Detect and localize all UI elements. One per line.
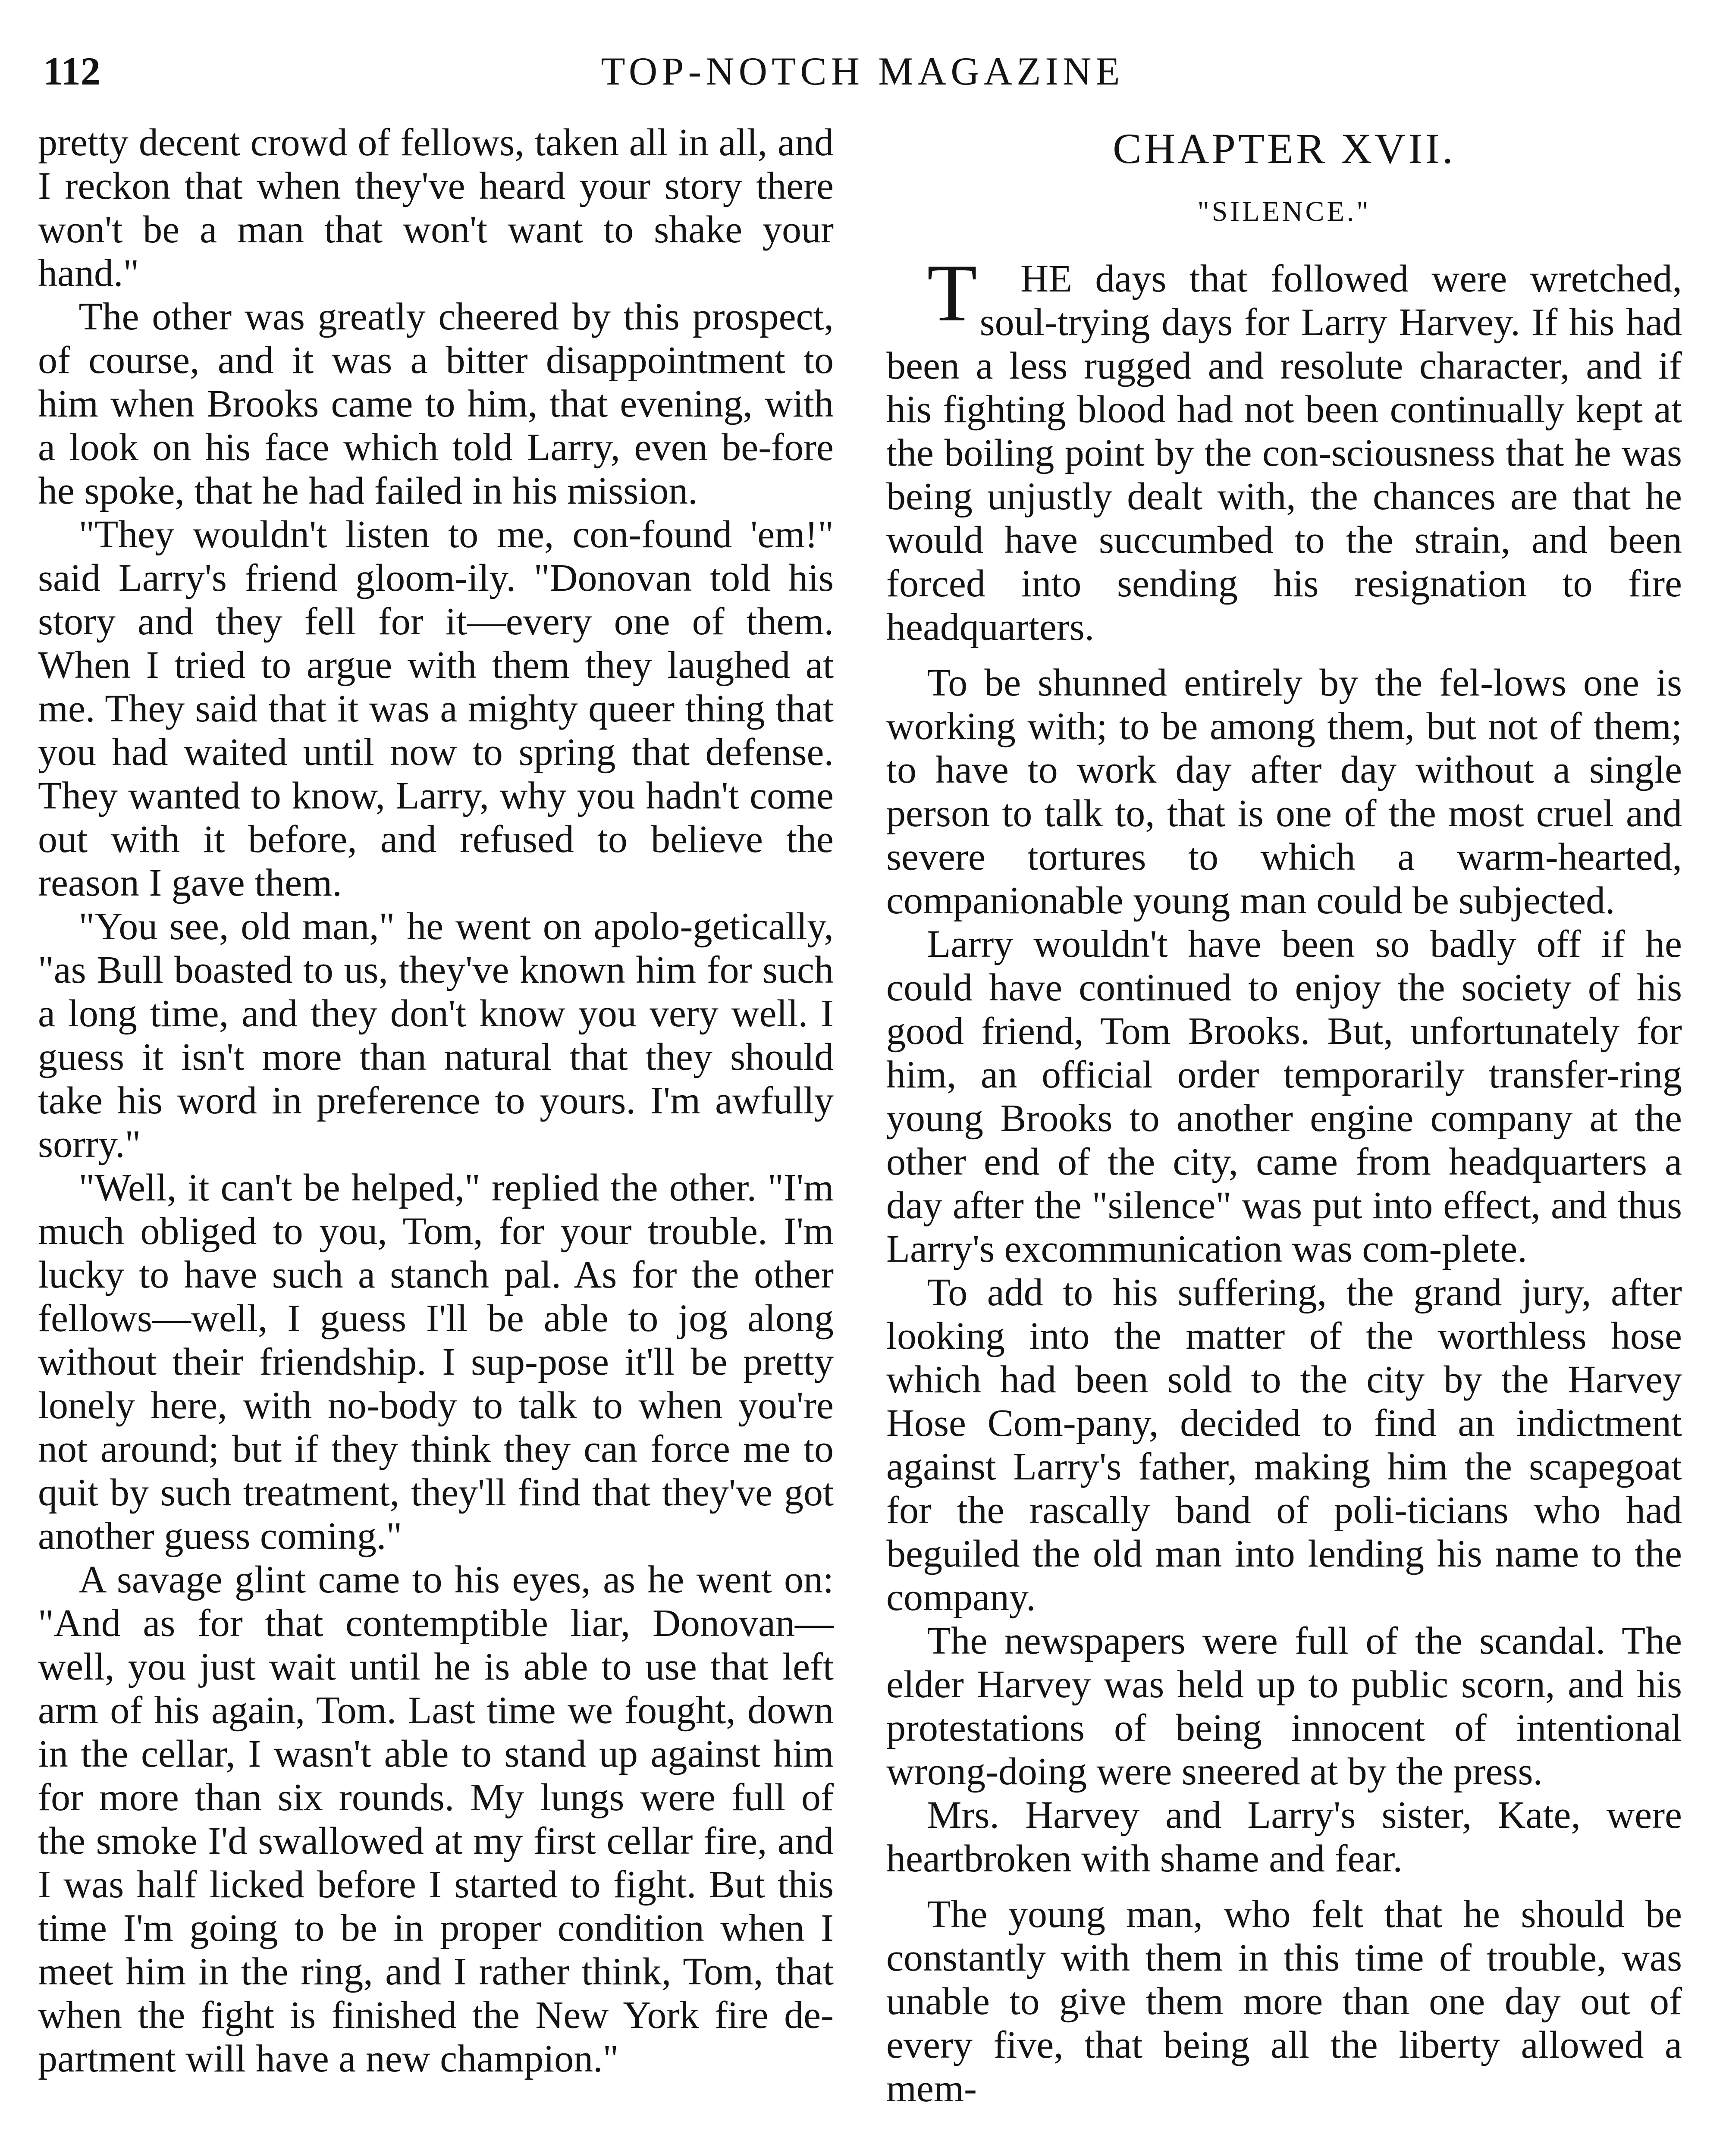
paragraph: The newspapers were full of the scandal. The elder Harvey was held up to public scorn, and his protestations of being innocent of intentional wrong-doing were sneered at by the press.	[886, 1620, 1682, 1793]
chapter-title: CHAPTER XVII.	[1113, 125, 1456, 172]
chapter-subtitle: "SILENCE."	[1197, 196, 1371, 227]
page-number: 112	[43, 49, 100, 93]
drop-cap: T	[927, 248, 977, 338]
paragraph: pretty decent crowd of fellows, taken all in all, and I reckon that when they've heard your story there won't be a man that won't want to shake your hand."	[38, 121, 834, 295]
paragraph: The young man, who felt that he should be constantly with them in this time of trouble, was unable to give them more than one day out of every five, that being all the liberty allowed a mem-	[886, 1893, 1682, 2110]
chapter-opening-paragraph	[886, 248, 1682, 649]
page-header	[43, 47, 1682, 95]
paragraph: To add to his suffering, the grand jury, after looking into the matter of the worthless hose which had been sold to the city by the Harvey Hose Com-pany, decided to find an indictment against Larry's father, making him the scapegoat for the rascally band of poli-ticians who had beguiled the old man into lending his name to the company.	[886, 1271, 1682, 1619]
paragraph: "You see, old man," he went on apolo-getically, "as Bull boasted to us, they've known him for such a long time, and they don't know you very well. I guess it isn't more than natural that they should take his word in preference to yours. I'm awfully sorry."	[38, 905, 834, 1166]
paragraph: A savage glint came to his eyes, as he went on: "And as for that contemptible liar, Donovan—well, you just wait until he is able to use that left arm of his again, Tom. Last time we fought, down in the cellar, I wasn't able to stand up against him for more than six rounds. My lungs were full of the smoke I'd swallowed at my first cellar fire, and I was half licked before I started to fight. But this time I'm going to be in proper condition when I meet him in the ring, and I rather think, Tom, that when the fight is finished the New York fire de-partment will have a new champion."	[38, 1558, 834, 2080]
right-column	[886, 121, 1682, 2156]
paragraph: "They wouldn't listen to me, con-found 'em!" said Larry's friend gloom-ily. "Donovan told his story and they fell for it—every one of them. When I tried to argue with them they laughed at me. They said that it was a mighty queer thing that you had waited until now to spring that defense. They wanted to know, Larry, why you hadn't come out with it before, and refused to believe the reason I gave them.	[38, 513, 834, 904]
left-column	[38, 121, 834, 2156]
paragraph: Larry wouldn't have been so badly off if he could have continued to enjoy the society of his good friend, Tom Brooks. But, unfortunately for him, an official order temporarily transfer-ring young Brooks to another engine company at the other end of the city, came from headquarters a day after the "silence" was put into effect, and thus Larry's excommunication was com-plete.	[886, 923, 1682, 1270]
paragraph: The other was greatly cheered by this prospect, of course, and it was a bitter disappointment to him when Brooks came to him, that evening, with a look on his face which told Larry, even be-fore he spoke, that he had failed in his mission.	[38, 295, 834, 512]
paragraph: "Well, it can't be helped," replied the other. "I'm much obliged to you, Tom, for your trouble. I'm lucky to have such a stanch pal. As for the other fellows—well, I guess I'll be able to jog along without their friendship. I sup-pose it'll be pretty lonely here, with no-body to talk to when you're not around; but if they think they can force me to quit by such treatment, they'll find that they've got another guess coming."	[38, 1166, 834, 1557]
paragraph: Mrs. Harvey and Larry's sister, Kate, were heartbroken with shame and fear.	[886, 1794, 1682, 1880]
opening-text: HE days that followed were wretched, soul-trying days for Larry Harvey. If his had been a less rugged and resolute character, and if his fighting blood had not been continually kept at the boiling point by the con-sciousness that he was being unjustly dealt with, the chances are that he would have succumbed to the strain, and been forced into sending his resignation to fire headquarters.	[886, 257, 1682, 649]
paragraph: To be shunned entirely by the fel-lows one is working with; to be among them, but not of them; to have to work day after day without a single person to talk to, that is one of the most cruel and severe tortures to which a warm-hearted, companionable young man could be subjected.	[886, 661, 1682, 922]
running-head-title: TOP-NOTCH MAGAZINE	[601, 49, 1124, 93]
